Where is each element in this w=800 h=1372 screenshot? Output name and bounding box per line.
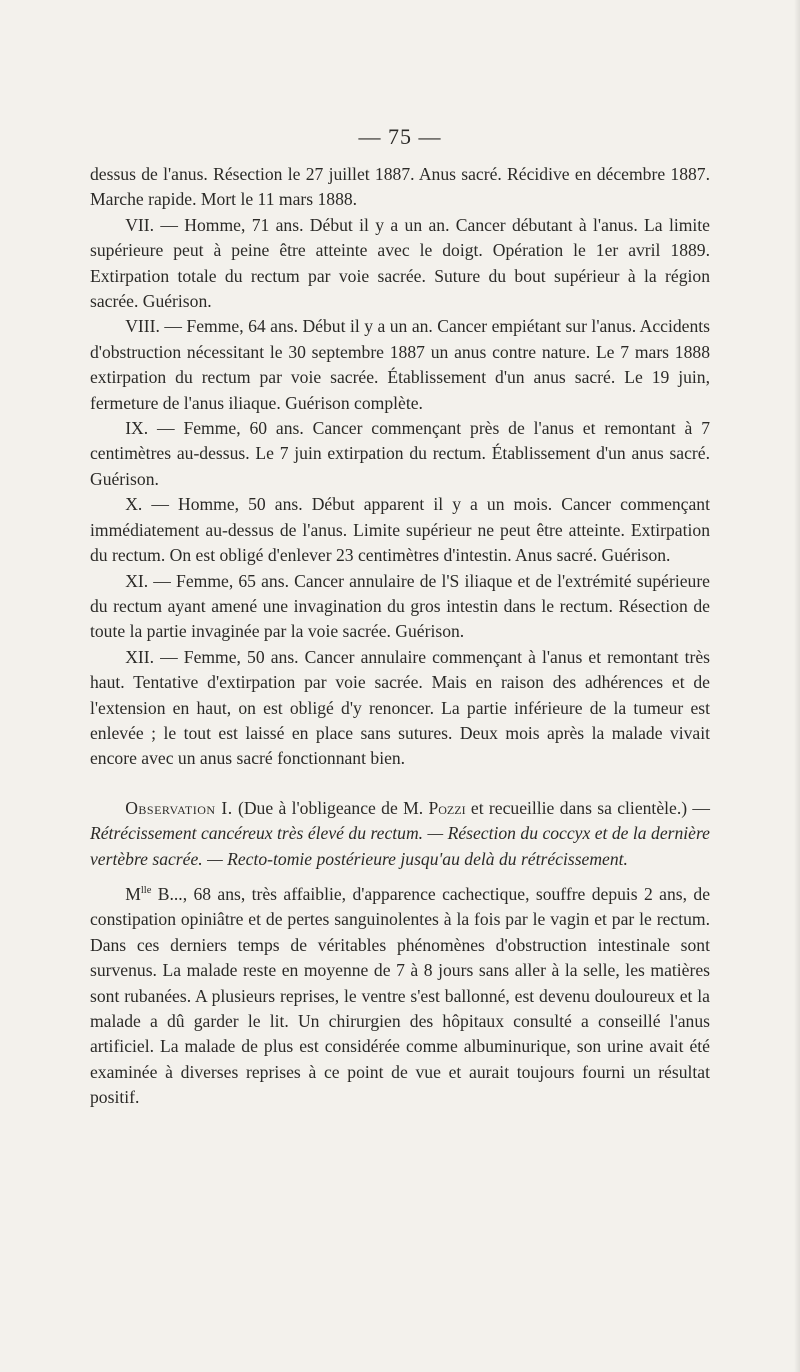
- observation-source-open: (Due à l'obligeance de M.: [237, 797, 424, 818]
- case-xii: XII. — Femme, 50 ans. Cancer annulaire commençant à l'anus et remontant très haut. Tentative d'extirpation par voie sacrée. Mais en raison des adhérences et de l'extension en haut, on est obligé d'y renoncer. La partie inférieure de la tumeur est enlevée ; le tout est laissé en place sans sutures. Deux mois après la malade vivait encore avec un anus sacré fonctionnant bien.: [90, 646, 710, 769]
- observation-body-text: B..., 68 ans, très affaiblie, d'apparence cachectique, souffre depuis 2 ans, de constipation opiniâtre et de pertes sanguinolentes à la fois par le vagin et par le rectum. Dans ces derniers temps de véritables phénomènes d'obstruction intestinale sont survenus. La malade reste en moyenne de 7 à 8 jours sans aller à la selle, les matières sont rubanées. A plusieurs reprises, le ventre s'est ballonné, est devenu douloureux et la malade a dû garder le lit. Un chirurgien des hôpitaux consulté a conseillé l'anus artificiel. La malade de plus est considérée comme albuminurique, son urine avait été examinée à diverses reprises à ce point de vue et aurait toujours fourni un résultat positif.: [90, 883, 711, 1108]
- body-text: [90, 162, 710, 1111]
- case-xi: XI. — Femme, 65 ans. Cancer annulaire de l'S iliaque et de l'extrémité supérieure du rectum ayant amené une invagination du gros intestin dans le rectum. Résection de toute la partie invaginée par la voie sacrée. Guérison.: [90, 570, 710, 642]
- page-number: — 75 —: [358, 124, 442, 149]
- case-viii: VIII. — Femme, 64 ans. Début il y a un an. Cancer empiétant sur l'anus. Accidents d'obstruction nécessitant le 30 septembre 1887 un anus contre nature. Le 7 mars 1888 extirpation du rectum par voie sacrée. Établissement d'un anus sacré. Le 19 juin, fermeture de l'anus iliaque. Guérison complète.: [90, 316, 710, 413]
- observation-body: [90, 882, 710, 1111]
- case-ix: IX. — Femme, 60 ans. Cancer commençant près de l'anus et remontant à 7 centimètres au-dessus. Le 7 juin extirpation du rectum. Établissement d'un anus sacré. Guérison.: [90, 418, 710, 489]
- observation-heading: Observation I.: [125, 797, 233, 818]
- observation-title: Rétrécissement cancéreux très élevé du rectum. — Résection du coccyx et de la dernière vertèbre sacrée. — Recto-tomie postérieure jusqu'au delà du rétrécissement.: [90, 823, 710, 869]
- observation-body-sup: lle: [140, 885, 152, 897]
- observation-header: [90, 796, 710, 872]
- page-edge-shadow: [794, 0, 800, 1372]
- paragraph-continuation: dessus de l'anus. Résection le 27 juillet 1887. Anus sacré. Récidive en décembre 1887. Marche rapide. Mort le 11 mars 1888.: [90, 164, 710, 210]
- case-x: X. — Homme, 50 ans. Début apparent il y a un mois. Cancer commençant immédiatement au-dessus de l'anus. Limite supérieur ne peut être atteinte. Extirpation du rectum. On est obligé d'enlever 23 centimètres d'intestin. Anus sacré. Guérison.: [90, 494, 710, 566]
- observation-author: Pozzi: [428, 797, 466, 818]
- observation-source-close: et recueillie dans sa clientèle.) —: [470, 797, 710, 818]
- observation-body-prefix: M: [125, 883, 141, 904]
- case-vii: VII. — Homme, 71 ans. Début il y a un an. Cancer débutant à l'anus. La limite supérieure peut à peine être atteinte avec le doigt. Opération le 1er avril 1889. Extirpation totale du rectum par voie sacrée. Suture du bout supérieur à la région sacrée. Guérison.: [90, 214, 710, 312]
